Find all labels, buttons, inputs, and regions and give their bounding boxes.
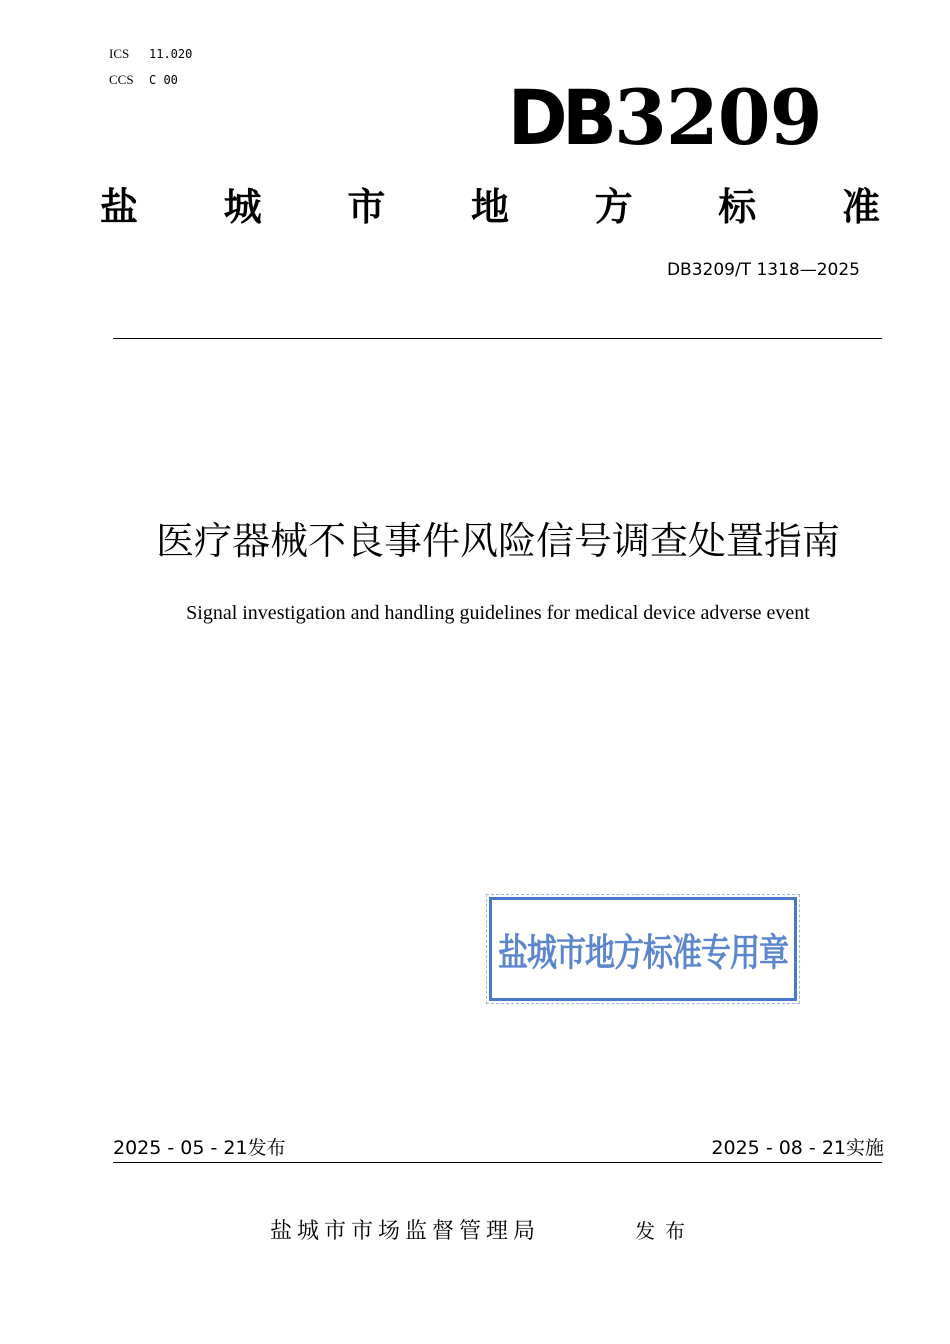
ics-value: 11.020 — [149, 47, 193, 61]
ccs-label: CCS — [109, 72, 134, 87]
issue-label: 发布 — [635, 1219, 695, 1243]
standard-type-char: 准 — [841, 185, 880, 229]
standard-type-char: 方 — [594, 185, 633, 229]
ics-row — [109, 46, 192, 63]
standard-type-char: 标 — [718, 185, 757, 229]
ccs-value: C 00 — [149, 73, 178, 87]
db-code — [505, 73, 822, 162]
issue-date: 2025 - 05 - 21发布 — [113, 1137, 286, 1159]
bottom-divider — [113, 1162, 882, 1163]
ccs-row — [109, 72, 178, 89]
db-number: 3209 — [614, 73, 822, 162]
standard-type-char: 城 — [223, 185, 262, 229]
top-divider — [113, 338, 882, 339]
document-title-english: Signal investigation and handling guidelines for medical device adverse event — [186, 602, 810, 624]
db-letters: DB — [507, 73, 612, 162]
seal-text: 盐城市地方标准专用章 — [498, 931, 788, 976]
ics-label: ICS — [109, 46, 130, 61]
standard-number: DB3209/T 1318—2025 — [666, 260, 860, 280]
official-seal-stamp — [489, 897, 797, 1001]
standard-type-char: 市 — [347, 185, 386, 229]
standard-type-char: 盐 — [100, 185, 139, 229]
standard-type-char: 地 — [470, 185, 509, 229]
issuing-authority: 盐城市市场监督管理局 — [270, 1219, 541, 1244]
document-title-chinese: 医疗器械不良事件风险信号调查处置指南 — [155, 519, 840, 563]
standard-type — [100, 184, 880, 230]
implementation-date: 2025 - 08 - 21实施 — [711, 1137, 884, 1159]
